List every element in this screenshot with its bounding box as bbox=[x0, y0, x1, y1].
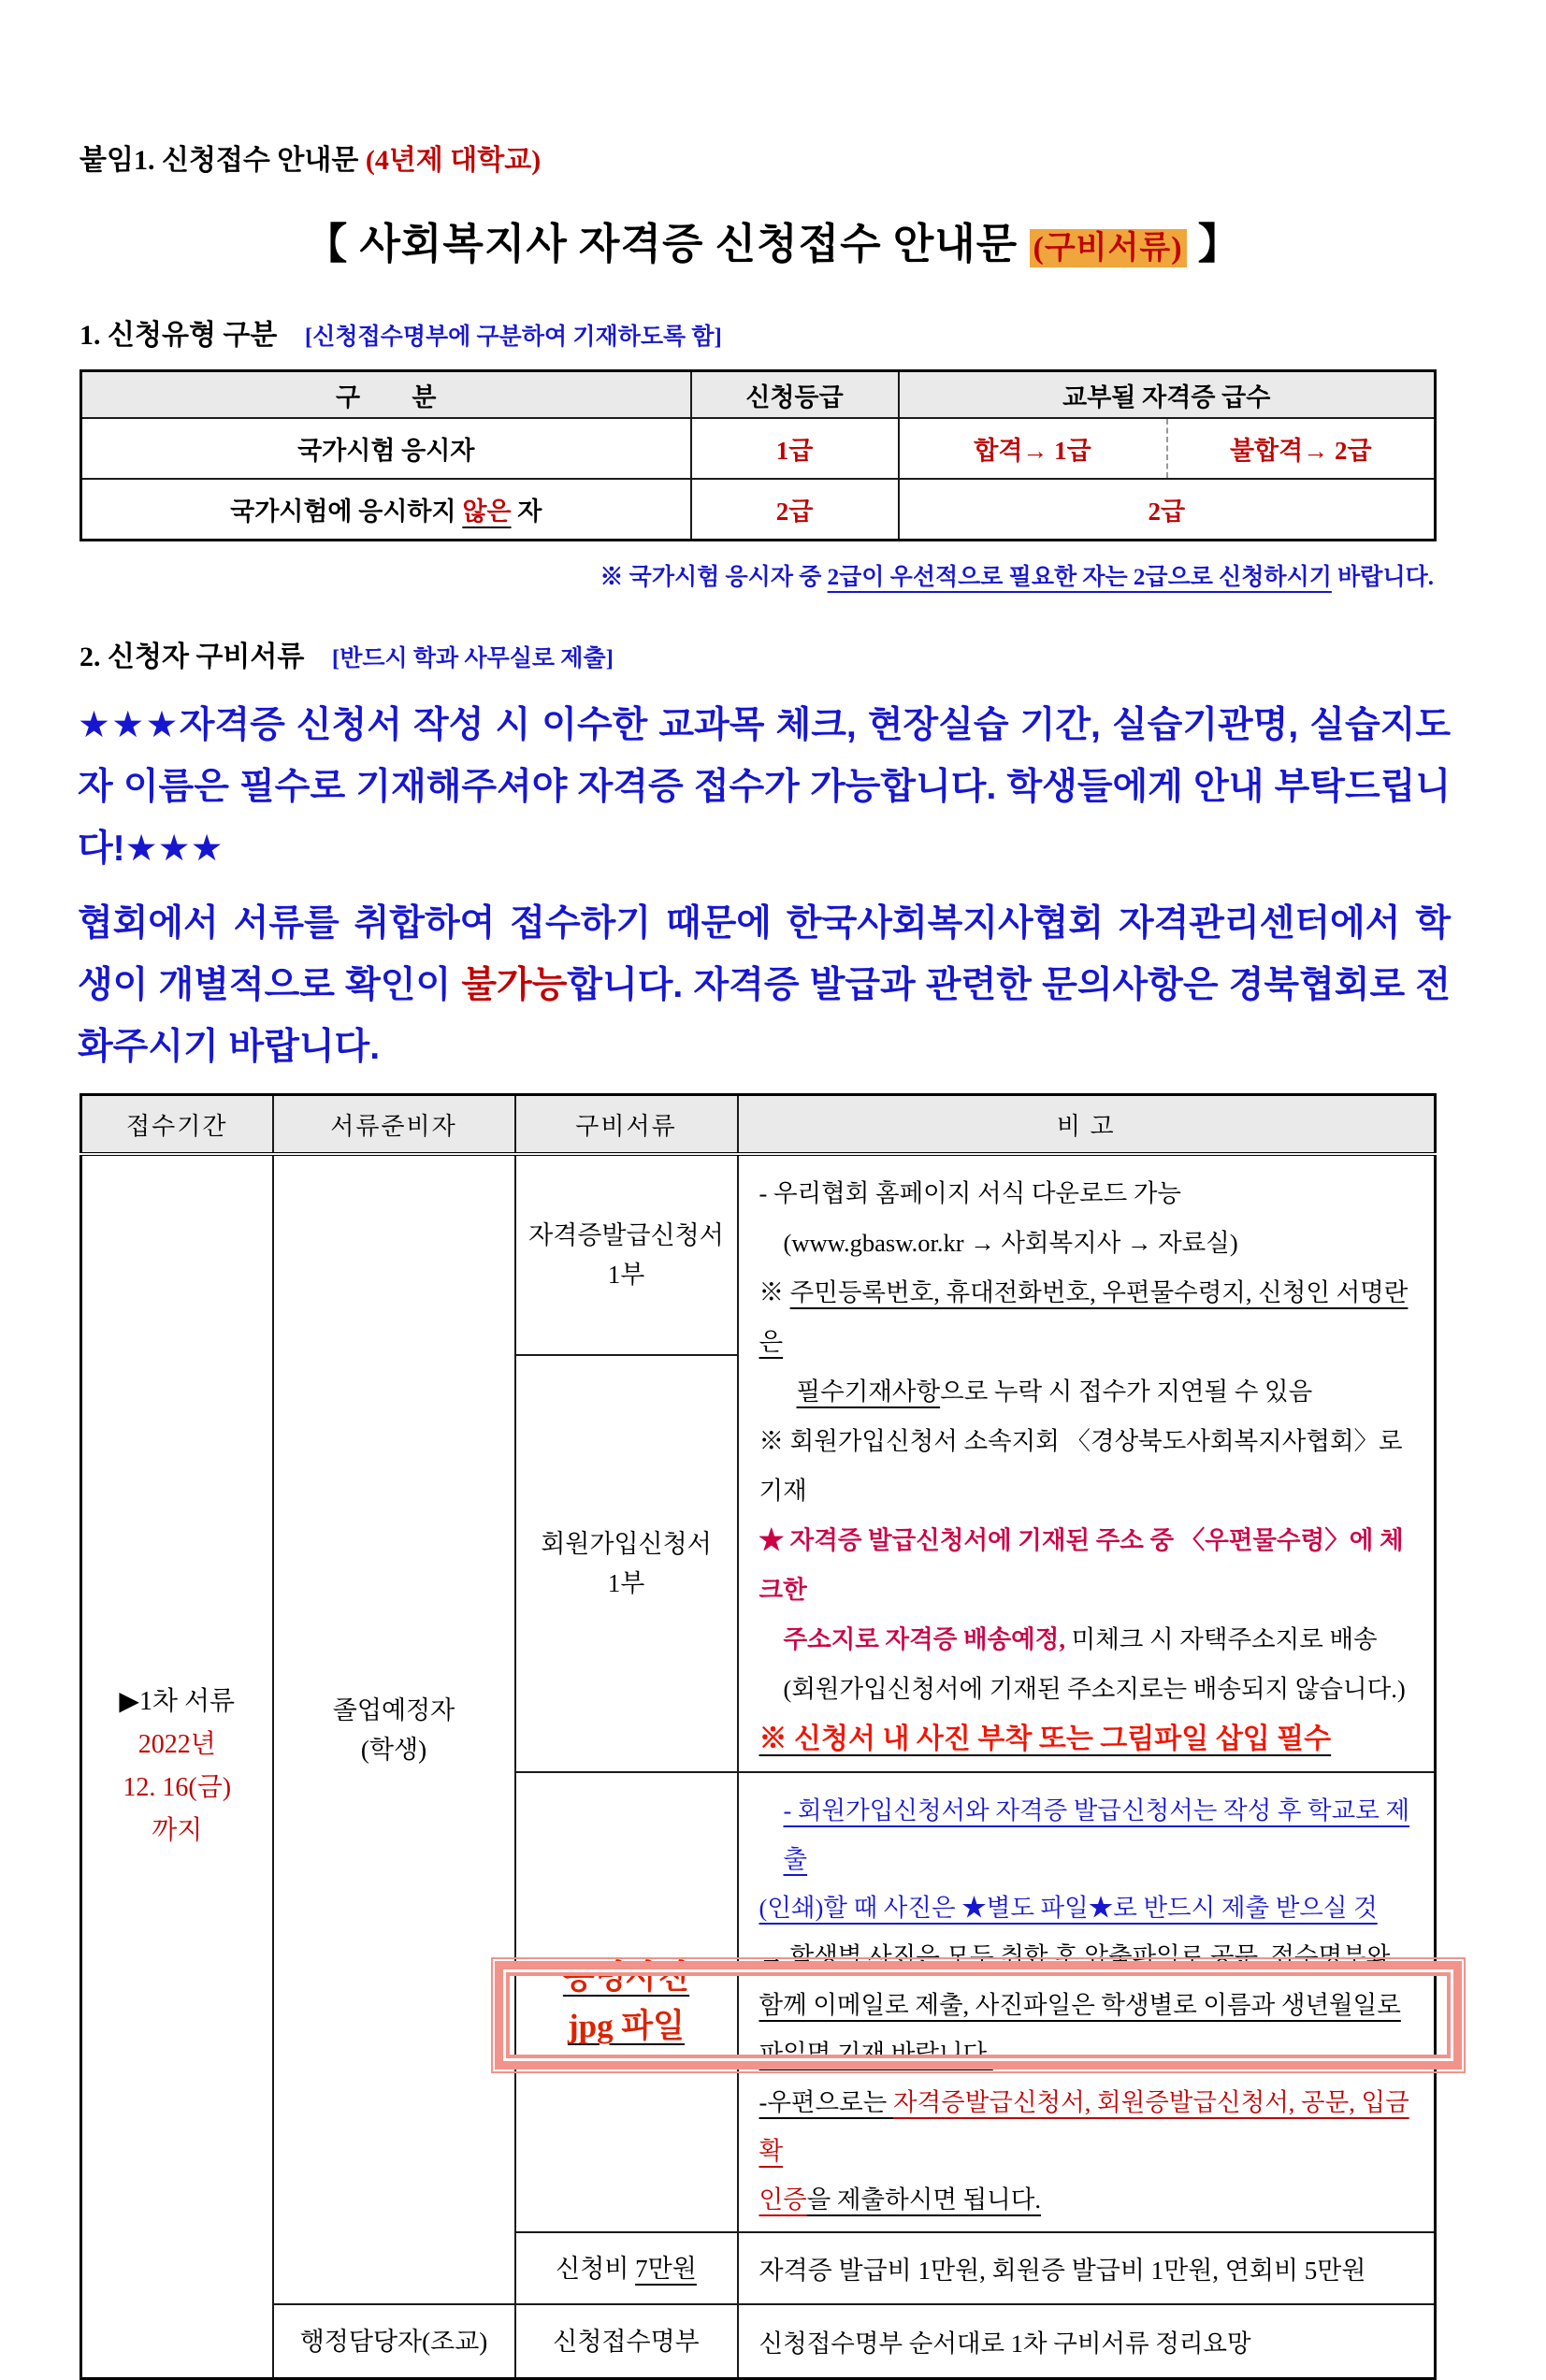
section1-heading-text: 1. 신청유형 구분 bbox=[79, 320, 284, 351]
title-open: 【 사회복지사 자격증 신청접수 안내문 bbox=[305, 221, 1030, 267]
row1-pass: 합격→ 1급 bbox=[899, 418, 1167, 479]
remark-text: 미체크 시 자택주소지로 배송 bbox=[1064, 1625, 1378, 1653]
table-row bbox=[81, 2304, 1436, 2379]
col-header-remark: 비 고 bbox=[738, 1095, 1436, 1155]
remark-photo-required-line bbox=[759, 1714, 1425, 1764]
remark-line bbox=[759, 1367, 1425, 1417]
section2-heading bbox=[79, 633, 1546, 674]
period-cell bbox=[81, 1154, 273, 2379]
remark-line: (www.gbasw.or.kr → 사회복지사 → 자료실) bbox=[783, 1229, 1238, 1257]
required-documents-table bbox=[79, 1093, 1437, 2380]
remark-line bbox=[759, 2175, 1425, 2224]
col-header-issued: 교부될 자격증 급수 bbox=[899, 371, 1436, 419]
remark-underlined: 필수기재사항 bbox=[796, 1378, 941, 1406]
row1-fail: 불합격→ 2급 bbox=[1167, 418, 1436, 479]
doc-photo-cell bbox=[515, 1772, 738, 2232]
attachment-note: (4년제 대학교) bbox=[365, 145, 542, 176]
col-header-period: 접수기간 bbox=[81, 1095, 273, 1155]
period-line1: ▶1차 서류 bbox=[119, 1687, 236, 1716]
application-type-table bbox=[79, 369, 1437, 541]
table-row bbox=[81, 418, 1436, 479]
preparer-line2: (학생) bbox=[360, 1735, 427, 1764]
footnote-underlined: 2급이 우선적으로 필요한 자는 2급으로 신청하시기 bbox=[827, 565, 1332, 590]
period-line3: 12. 16(금) bbox=[123, 1773, 232, 1802]
doc-membership-form-cell bbox=[515, 1355, 738, 1772]
table-header-row bbox=[81, 1095, 1436, 1155]
section2-heading-note: [반드시 학과 사무실로 제출] bbox=[331, 646, 614, 671]
notice-paragraph-2 bbox=[78, 893, 1451, 1078]
remark-a-cell bbox=[738, 1154, 1436, 1772]
remark-underlined: 주민등록번호, 휴대전화번호, 우편물수령지, 신청인 서명란은 bbox=[759, 1278, 1409, 1356]
row1-grade: 1급 bbox=[691, 418, 899, 479]
col-header-grade: 신청등급 bbox=[691, 371, 899, 419]
period-line4: 까지 bbox=[152, 1816, 203, 1845]
remark-blue-underlined: (인쇄)할 때 사진은 ★별도 파일★로 반드시 제출 받으실 것 bbox=[759, 1894, 1378, 1922]
col-header-docs: 구비서류 bbox=[515, 1095, 738, 1155]
period-line2: 2022년 bbox=[137, 1730, 216, 1759]
remark-underlined: 파일명 기재 바랍니다. bbox=[759, 2040, 993, 2068]
remark-text: 으로 누락 시 접수가 지연될 수 있음 bbox=[940, 1378, 1313, 1406]
photo-required-text: ※ 신청서 내 사진 부착 또는 그림파일 삽입 필수 bbox=[759, 1724, 1332, 1754]
preparer-staff-cell: 행정담당자(조교) bbox=[273, 2304, 515, 2379]
fee-label-cell bbox=[515, 2232, 738, 2304]
doc1-line2: 1부 bbox=[607, 1260, 645, 1289]
row1-label: 국가시험 응시자 bbox=[81, 418, 691, 479]
remark-red-underlined: 인증 bbox=[759, 2185, 807, 2214]
table-header-row bbox=[81, 371, 1436, 419]
section1-heading-note: [신청접수명부에 구분하여 기재하도록 함] bbox=[304, 325, 722, 350]
remark-line bbox=[759, 1981, 1425, 2029]
remark-text: 을 제출하시면 됩니다. bbox=[806, 2185, 1041, 2214]
preparer-student-cell bbox=[273, 1154, 515, 2304]
table1-footnote bbox=[79, 558, 1434, 592]
remark-line bbox=[759, 2029, 1425, 2078]
attachment-text: 붙임1. 신청접수 안내문 bbox=[79, 145, 366, 176]
col-header-preparer: 서류준비자 bbox=[273, 1095, 515, 1155]
title-highlight: (구비서류) bbox=[1030, 229, 1187, 267]
doc3-line2: jpg 파일 bbox=[568, 2008, 685, 2044]
remark-c-cell: 신청접수명부 순서대로 1차 구비서류 정리요망 bbox=[738, 2304, 1436, 2379]
remark-text: ※ bbox=[759, 1278, 790, 1306]
remark-line: (회원가입신청서에 기재된 주소지로는 배송되지 않습니다.) bbox=[783, 1675, 1406, 1703]
remark-line: - 우리협회 홈페이지 서식 다운로드 가능 bbox=[759, 1179, 1182, 1207]
remark-underlined: → 학생별 사진은 모두 취합 후 압축파일로 공문, 접수명부와 bbox=[759, 1942, 1391, 1970]
row2-label-pre: 국가시험에 응시하지 bbox=[230, 498, 463, 526]
remark-line-star: ★ 자격증 발급신청서에 기재된 주소 중 〈우편물수령〉에 체크한 bbox=[759, 1526, 1404, 1604]
doc2-line2: 1부 bbox=[607, 1568, 645, 1597]
notice2-post: 합니다. 자격증 발급과 관련한 문의사항은 경북협회로 전화주시기 바랍니다. bbox=[78, 965, 1451, 1067]
remark-blue-underlined: - 회원가입신청서와 자격증 발급신청서는 작성 후 학교로 제출 bbox=[783, 1796, 1410, 1873]
remark-red-underlined: 자격증발급신청서, 회원증발급신청서, 공문, 입금확 bbox=[759, 2088, 1409, 2165]
remark-line bbox=[759, 1883, 1425, 1932]
row2-label-post: 자 bbox=[511, 498, 542, 526]
section2-heading-text: 2. 신청자 구비서류 bbox=[79, 642, 311, 672]
remark-b-cell bbox=[738, 1772, 1436, 2232]
row2-label bbox=[81, 479, 691, 541]
remark-line bbox=[759, 2078, 1425, 2175]
documents-table-wrapper bbox=[79, 1093, 1434, 2380]
remark-pink-text: 주소지로 자격증 배송예정, bbox=[783, 1625, 1065, 1653]
row2-label-em: 않은 bbox=[462, 498, 512, 526]
remark-line bbox=[759, 1615, 1425, 1665]
doc2-line1: 회원가입신청서 bbox=[541, 1529, 712, 1558]
fee-detail-cell: 자격증 발급비 1만원, 회원증 발급비 1만원, 연회비 5만원 bbox=[738, 2232, 1436, 2304]
attachment-line bbox=[79, 137, 1546, 178]
doc3-line1: 증명사진 bbox=[562, 1959, 690, 1996]
doc1-line1: 자격증발급신청서 bbox=[528, 1220, 724, 1249]
preparer-line1: 졸업예정자 bbox=[332, 1695, 455, 1724]
remark-text: -우편으로는 bbox=[759, 2088, 893, 2116]
table-row bbox=[81, 479, 1436, 541]
footnote-post: 바랍니다. bbox=[1331, 565, 1434, 590]
title-close: 】 bbox=[1186, 221, 1241, 267]
section1-heading bbox=[79, 311, 1546, 353]
remark-line: ※ 회원가입신청서 소속지회 〈경상북도사회복지사협회〉로 기재 bbox=[759, 1427, 1403, 1505]
doc-roster-cell: 신청접수명부 bbox=[515, 2304, 738, 2379]
fee-label-amount: 7만원 bbox=[635, 2254, 697, 2283]
doc-certificate-form-cell bbox=[515, 1154, 738, 1355]
remark-line bbox=[759, 1932, 1425, 1981]
row2-grade: 2급 bbox=[691, 479, 899, 541]
notice2-emphasis: 불가능 bbox=[461, 965, 568, 1005]
page-title bbox=[0, 209, 1546, 270]
notice2-pre: 협회에서 서류를 취합하여 접수하기 때문에 한국사회복지사협회 자격관리센터에서 학생이 개별적으로 확인이 bbox=[78, 903, 1451, 1005]
remark-line bbox=[759, 1268, 1425, 1367]
col-header-gubun: 구 분 bbox=[81, 371, 691, 419]
document-page bbox=[0, 137, 1546, 2380]
footnote-pre: ※ 국가시험 응시자 중 bbox=[600, 565, 828, 590]
row2-issued: 2급 bbox=[899, 479, 1436, 541]
notice-paragraph-1: ★★★자격증 신청서 작성 시 이수한 교과목 체크, 현장실습 기간, 실습기관명, 실습지도자 이름은 필수로 기재해주셔야 자격증 접수가 가능합니다. 학생들에게 안내 부탁드립니다!★★★ bbox=[78, 705, 1451, 869]
table-row bbox=[81, 1154, 1436, 1355]
fee-label-pre: 신청비 bbox=[556, 2254, 636, 2283]
remark-underlined: 함께 이메일로 제출, 사진파일은 학생별로 이름과 생년월일로 bbox=[759, 1991, 1401, 2019]
remark-line bbox=[759, 1786, 1425, 1883]
